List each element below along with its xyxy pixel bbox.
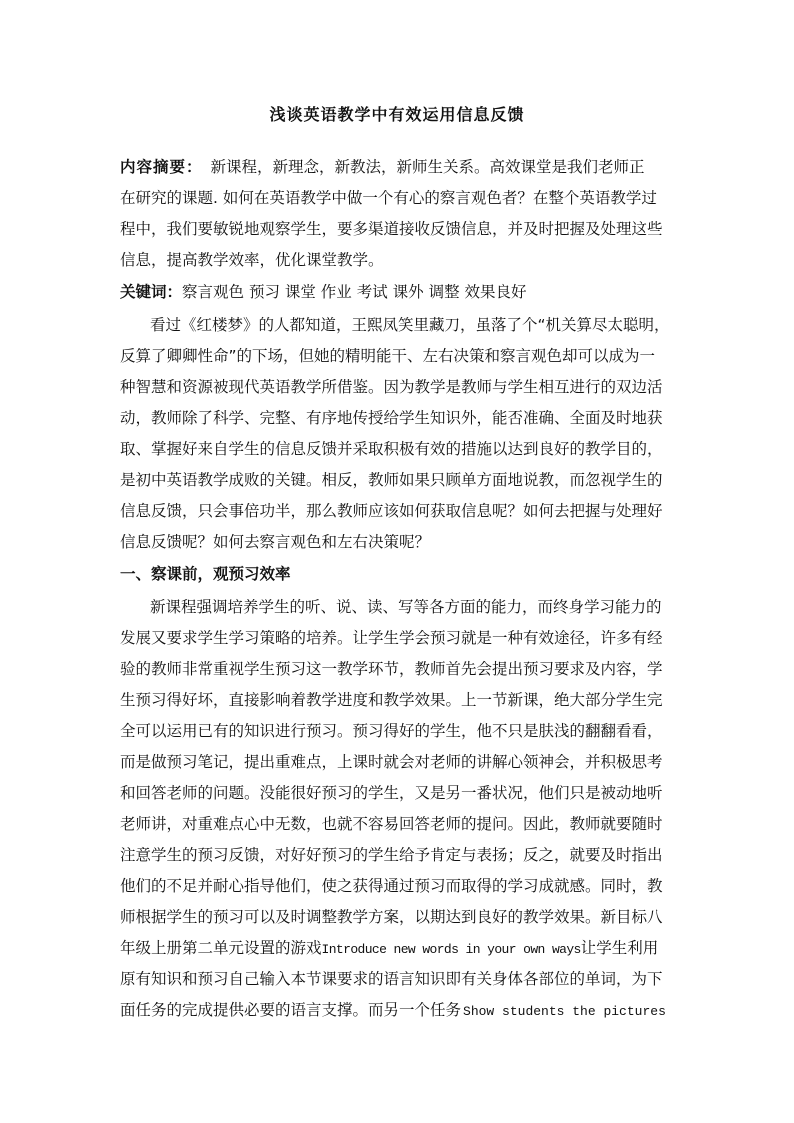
abstract-line-3: 程中，我们要敏锐地观察学生，要多渠道接收反馈信息，并及时把握及处理这些 bbox=[120, 220, 663, 238]
section-1-line-8: 老师讲，对重难点心中无数，也就不容易回答老师的提问。因此，教师就要随时 bbox=[120, 815, 663, 833]
section-1-line-12-pre: 年级上册第二单元设置的游戏 bbox=[120, 939, 322, 957]
section-1-line-15-pre: 而另一个任务 bbox=[368, 1001, 462, 1019]
section-1-line-12 bbox=[120, 937, 658, 961]
section-1-line-2: 发展又要求学生学习策略的培养。让学生学会预习就是一种有效途径，许多有经 bbox=[120, 629, 663, 647]
section-1-line-9: 注意学生的预习反馈，对好好预习的学生给予肯定与表扬；反之，就要及时指出 bbox=[120, 846, 663, 864]
intro-line-5: 取、掌握好来自学生的信息反馈并采取积极有效的措施以达到良好的教学目的， bbox=[120, 440, 663, 458]
section-1-line-14-text: 面任务的完成提供必要的语言支撑。 bbox=[120, 1001, 369, 1019]
section-1-line-6: 而是做预习笔记，提出重难点，上课时就会对老师的讲解心领神会，并积极思考 bbox=[120, 753, 663, 771]
section-1-task-name: Show students the pictures bbox=[463, 1004, 666, 1019]
section-1-line-4: 生预习得好坏，直接影响着教学进度和教学效果。上一节新课，绝大部分学生完 bbox=[120, 691, 663, 709]
section-1-line-14 bbox=[120, 999, 666, 1023]
intro-line-2: 反算了卿卿性命”的下场，但她的精明能干、左右决策和察言观色却可以成为一 bbox=[120, 347, 656, 365]
abstract-label: 内容摘要： bbox=[120, 158, 203, 176]
abstract-line-1 bbox=[120, 156, 645, 178]
keywords-text: 察言观色 预习 课堂 作业 考试 课外 调整 效果良好 bbox=[182, 283, 527, 301]
keywords-label: 关键词： bbox=[120, 283, 183, 301]
section-1-line-13: 原有知识和预习自己输入本节课要求的语言知识即有关身体各部位的单词，为下 bbox=[120, 970, 663, 988]
keywords-line bbox=[120, 281, 527, 303]
section-1-heading: 一、察课前，观预习效率 bbox=[120, 565, 291, 583]
section-1-line-1: 新课程强调培养学生的听、说、读、写等各方面的能力，而终身学习能力的 bbox=[150, 598, 662, 616]
abstract-line-2: 在研究的课题. 如何在英语教学中做一个有心的察言观色者？在整个英语教学过 bbox=[120, 189, 657, 207]
section-1-game-name: Introduce new words in your own ways bbox=[321, 942, 581, 957]
section-1-line-10: 他们的不足并耐心指导他们，使之获得通过预习而取得的学习成就感。同时，教 bbox=[120, 877, 663, 895]
intro-line-6: 是初中英语教学成败的关键。相反，教师如果只顾单方面地说教，而忽视学生的 bbox=[120, 471, 663, 489]
section-1-line-3: 验的教师非常重视学生预习这一教学环节，教师首先会提出预习要求及内容，学 bbox=[120, 660, 663, 678]
intro-line-3: 种智慧和资源被现代英语教学所借鉴。因为教学是教师与学生相互进行的双边活 bbox=[120, 378, 663, 396]
intro-line-8: 信息反馈呢？如何去察言观色和左右决策呢？ bbox=[120, 533, 431, 551]
section-1-line-7: 和回答老师的问题。没能很好预习的学生，又是另一番状况，他们只是被动地听 bbox=[120, 784, 663, 802]
intro-line-1: 看过《红楼梦》的人都知道，王熙凤笑里藏刀，虽落了个“机关算尽太聪明， bbox=[150, 316, 670, 334]
document-title: 浅谈英语教学中有效运用信息反馈 bbox=[269, 105, 525, 124]
section-1-line-5: 全可以运用已有的知识进行预习。预习得好的学生，他不只是肤浅的翻翻看看， bbox=[120, 722, 663, 740]
section-1-line-12-post: 让学生利用 bbox=[580, 939, 659, 957]
abstract-text: 新课程，新理念，新教法，新师生关系。高效课堂是我们老师正 bbox=[210, 158, 645, 176]
intro-line-4: 动，教师除了科学、完整、有序地传授给学生知识外，能否准确、全面及时地获 bbox=[120, 409, 663, 427]
section-1-line-11: 师根据学生的预习可以及时调整教学方案，以期达到良好的教学效果。新目标八 bbox=[120, 908, 663, 926]
intro-line-7: 信息反馈，只会事倍功半，那么教师应该如何获取信息呢？如何去把握与处理好 bbox=[120, 502, 663, 520]
abstract-line-4: 信息，提高教学效率，优化课堂教学。 bbox=[120, 251, 384, 269]
